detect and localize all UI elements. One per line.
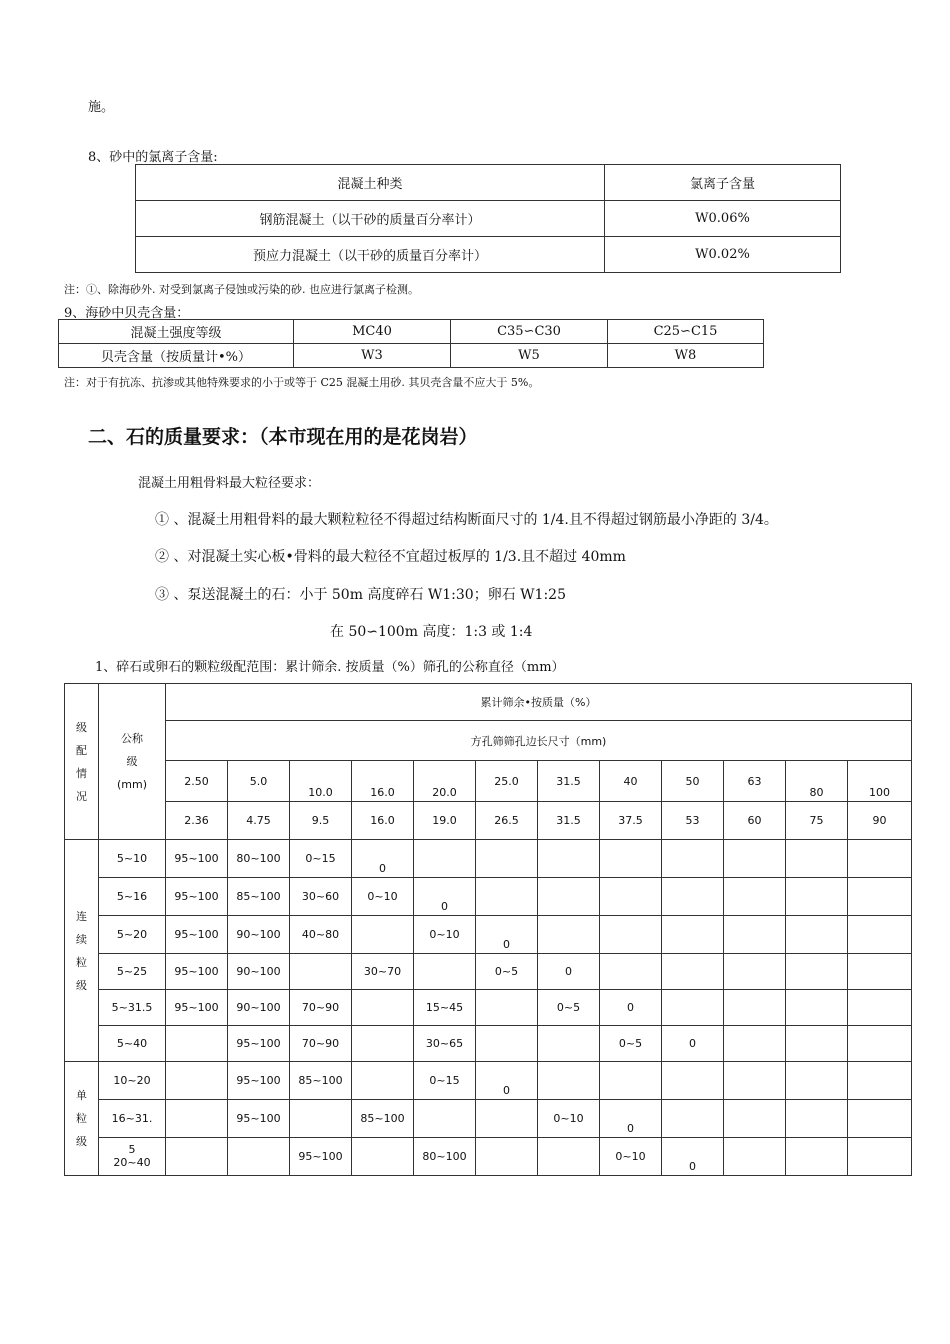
table-cell: 30~65 — [414, 1026, 476, 1062]
table-cell: 0~10 — [600, 1138, 662, 1176]
table-cell: 0 — [662, 1138, 724, 1176]
table-cell — [476, 1026, 538, 1062]
table-cell — [290, 954, 352, 990]
table-cell: 15~45 — [414, 990, 476, 1026]
sieve-size-b: 19.0 — [414, 802, 476, 840]
table-cell — [414, 954, 476, 990]
table-cell — [848, 990, 912, 1026]
table-cell: 70~90 — [290, 990, 352, 1026]
sieve-size-b: 75 — [786, 802, 848, 840]
table-cell — [166, 1062, 228, 1100]
table-cell — [786, 916, 848, 954]
table-cell: W0.06% — [605, 201, 841, 237]
table-cell: 70~90 — [290, 1026, 352, 1062]
table-cell — [600, 1062, 662, 1100]
sieve-size-a: 10.0 — [290, 761, 352, 802]
table-cell — [538, 1062, 600, 1100]
table-cell: C25∽C15 — [608, 320, 764, 344]
table-cell — [848, 1138, 912, 1176]
sieve-size-b: 60 — [724, 802, 786, 840]
section2-intro: 混凝土用粗骨料最大粒径要求： — [138, 476, 321, 491]
table-cell — [600, 954, 662, 990]
requirement-item-1: ① 、混凝土用粗骨料的最大颗粒粒径不得超过结构断面尺寸的 1/4.且不得超过钢筋最小净距的 3/4。 — [155, 512, 778, 528]
sieve-size-a: 40 — [600, 761, 662, 802]
table-cell: 0~15 — [414, 1062, 476, 1100]
table-cell: 钢筋混凝土（以干砂的质量百分率计） — [136, 201, 605, 237]
table-cell — [786, 1026, 848, 1062]
cumulative-residue-header: 累计筛余•按质量（%） — [166, 684, 912, 721]
table-cell — [352, 1062, 414, 1100]
table-cell — [414, 1100, 476, 1138]
sieve-size-b: 4.75 — [228, 802, 290, 840]
table-cell — [786, 878, 848, 916]
table-cell — [786, 990, 848, 1026]
table-row — [136, 237, 841, 273]
table-cell — [662, 990, 724, 1026]
table-cell: W8 — [608, 344, 764, 368]
table-cell: 85~100 — [228, 878, 290, 916]
table-cell — [290, 1100, 352, 1138]
table-header: 氯离子含量 — [605, 165, 841, 201]
sieve-size-b: 53 — [662, 802, 724, 840]
table-cell — [662, 1100, 724, 1138]
table-cell: 95~100 — [166, 840, 228, 878]
table-cell: 95~100 — [166, 878, 228, 916]
sieve-size-b: 9.5 — [290, 802, 352, 840]
table-cell: 预应力混凝土（以干砂的质量百分率计） — [136, 237, 605, 273]
table-cell — [600, 916, 662, 954]
sieve-size-a: 20.0 — [414, 761, 476, 802]
table-row — [59, 344, 764, 368]
table-cell: 0~5 — [600, 1026, 662, 1062]
table-cell — [476, 878, 538, 916]
table-cell: 85~100 — [290, 1062, 352, 1100]
table-cell: 40~80 — [290, 916, 352, 954]
table-cell: 30~60 — [290, 878, 352, 916]
sieve-size-a: 5.0 — [228, 761, 290, 802]
table-cell — [352, 916, 414, 954]
table-cell — [724, 1062, 786, 1100]
table-row — [65, 916, 912, 954]
table-row — [65, 840, 912, 878]
table-cell: 80~100 — [414, 1138, 476, 1176]
sieve-size-header: 方孔筛筛孔边长尺寸（mm) — [166, 721, 912, 761]
table-cell: W0.02% — [605, 237, 841, 273]
sieve-size-a: 25.0 — [476, 761, 538, 802]
table-cell: MC40 — [294, 320, 451, 344]
sieve-size-b: 16.0 — [352, 802, 414, 840]
table-cell: 0 — [476, 916, 538, 954]
sieve-size-b: 37.5 — [600, 802, 662, 840]
table-cell — [352, 1138, 414, 1176]
table-cell — [786, 1062, 848, 1100]
table-row — [136, 201, 841, 237]
table-cell — [662, 1062, 724, 1100]
table-cell: 0 — [662, 1026, 724, 1062]
sieve-size-a: 50 — [662, 761, 724, 802]
table-cell — [724, 1138, 786, 1176]
table-cell: 0 — [538, 954, 600, 990]
sieve-size-b: 31.5 — [538, 802, 600, 840]
table-cell — [848, 878, 912, 916]
table-cell: 95~100 — [166, 990, 228, 1026]
table-cell — [538, 1138, 600, 1176]
table-row — [65, 1026, 912, 1062]
nominal-size-cell: 5~20 — [99, 916, 166, 954]
sieve-size-a: 63 — [724, 761, 786, 802]
table-cell — [414, 840, 476, 878]
table-cell — [352, 990, 414, 1026]
sieve-size-a: 100 — [848, 761, 912, 802]
table-cell: 贝壳含量（按质量计•%） — [59, 344, 294, 368]
table-cell — [166, 1026, 228, 1062]
table-cell — [724, 954, 786, 990]
requirement-item-3: ③ 、泵送混凝土的石：小于 50m 高度碎石 W1:30；卵石 W1:25 — [155, 587, 566, 603]
group1-label: 连 续 粒 级 — [65, 840, 99, 1062]
shell-content-table — [58, 319, 764, 368]
table-cell — [476, 990, 538, 1026]
nominal-size-cell: 16~31. — [99, 1100, 166, 1138]
table-header: 混凝土种类 — [136, 165, 605, 201]
nominal-size-cell: 10~20 — [99, 1062, 166, 1100]
nominal-size-cell: 5~40 — [99, 1026, 166, 1062]
table-cell — [166, 1100, 228, 1138]
table-cell — [848, 1026, 912, 1062]
table-cell — [476, 840, 538, 878]
sieve-size-b: 26.5 — [476, 802, 538, 840]
table-cell — [786, 840, 848, 878]
section8-title: 8、砂中的氯离子含量: — [88, 150, 218, 165]
table-cell — [724, 1100, 786, 1138]
table-cell: 0~10 — [538, 1100, 600, 1138]
table-row — [59, 320, 764, 344]
table-cell — [662, 840, 724, 878]
table-cell — [600, 840, 662, 878]
table-row — [65, 721, 912, 761]
section9-title: 9、海砂中贝壳含量： — [64, 306, 190, 321]
table-cell — [786, 954, 848, 990]
table-cell: 0~10 — [414, 916, 476, 954]
table-cell — [724, 916, 786, 954]
table-cell: 90~100 — [228, 990, 290, 1026]
table-cell: C35∽C30 — [451, 320, 608, 344]
top-fragment: 施。 — [88, 100, 115, 115]
sieve-size-a: 31.5 — [538, 761, 600, 802]
table-cell: 0 — [600, 1100, 662, 1138]
table-cell — [848, 1100, 912, 1138]
table-cell — [724, 990, 786, 1026]
table-cell: 95~100 — [166, 916, 228, 954]
table-cell: 30~70 — [352, 954, 414, 990]
table-cell: 混凝土强度等级 — [59, 320, 294, 344]
table-cell: 0 — [476, 1062, 538, 1100]
table-row — [65, 1100, 912, 1138]
grading-situation-header: 级 配 情 况 — [65, 684, 99, 840]
table-row — [65, 990, 912, 1026]
table-cell: 85~100 — [352, 1100, 414, 1138]
section2-heading: 二、石的质量要求：（本市现在用的是花岗岩） — [88, 426, 478, 448]
sieve-size-a: 16.0 — [352, 761, 414, 802]
table-row — [65, 1062, 912, 1100]
grading-title: 1、碎石或卵石的颗粒级配范围：累计筛余. 按质量（%）筛孔的公称直径（mm） — [95, 660, 565, 675]
grading-table — [64, 683, 912, 1176]
chloride-table — [135, 164, 841, 273]
table-cell — [724, 840, 786, 878]
table-cell: 95~100 — [290, 1138, 352, 1176]
table-cell — [848, 916, 912, 954]
section9-note: 注：对于有抗冻、抗渗或其他特殊要求的小于或等于 C25 混凝土用砂. 其贝壳含量不应大于 5%。 — [64, 376, 540, 389]
table-cell: 95~100 — [228, 1026, 290, 1062]
table-cell: 90~100 — [228, 916, 290, 954]
table-cell — [662, 878, 724, 916]
table-cell: 0 — [600, 990, 662, 1026]
table-cell — [476, 1100, 538, 1138]
table-cell — [352, 1026, 414, 1062]
table-cell: 0~5 — [476, 954, 538, 990]
table-cell — [724, 878, 786, 916]
nominal-size-header: 公称 级 (mm) — [99, 684, 166, 840]
sieve-size-a: 80 — [786, 761, 848, 802]
table-cell — [848, 840, 912, 878]
nominal-size-cell: 5~10 — [99, 840, 166, 878]
table-cell — [538, 840, 600, 878]
table-cell: 0~5 — [538, 990, 600, 1026]
table-cell: 90~100 — [228, 954, 290, 990]
sieve-size-a: 2.50 — [166, 761, 228, 802]
table-cell — [600, 878, 662, 916]
table-cell — [228, 1138, 290, 1176]
table-cell — [662, 916, 724, 954]
table-cell — [166, 1138, 228, 1176]
requirement-item-3-continued: 在 50∽100m 高度：1:3 或 1:4 — [330, 624, 533, 640]
table-row — [136, 165, 841, 201]
table-cell — [786, 1100, 848, 1138]
table-cell: W5 — [451, 344, 608, 368]
nominal-size-cell: 5~16 — [99, 878, 166, 916]
table-cell: 0 — [352, 840, 414, 878]
table-cell: 80~100 — [228, 840, 290, 878]
table-cell: 95~100 — [228, 1100, 290, 1138]
requirement-item-2: ② 、对混凝土实心板•骨料的最大粒径不宜超过板厚的 1/3.且不超过 40mm — [155, 549, 626, 565]
table-row — [65, 684, 912, 721]
table-row — [65, 761, 912, 802]
table-cell: 0~10 — [352, 878, 414, 916]
table-row — [65, 802, 912, 840]
table-cell — [848, 954, 912, 990]
nominal-size-cell: 5~25 — [99, 954, 166, 990]
table-cell: 0 — [414, 878, 476, 916]
table-cell: 95~100 — [228, 1062, 290, 1100]
table-row — [65, 878, 912, 916]
table-row — [65, 1138, 912, 1176]
table-cell: W3 — [294, 344, 451, 368]
table-cell — [476, 1138, 538, 1176]
group2-label: 单 粒 级 — [65, 1062, 99, 1176]
nominal-size-cell: 5 20~40 — [99, 1138, 166, 1176]
table-cell — [538, 1026, 600, 1062]
table-row — [65, 954, 912, 990]
sieve-size-b: 2.36 — [166, 802, 228, 840]
table-cell — [724, 1026, 786, 1062]
table-cell — [786, 1138, 848, 1176]
table-cell: 95~100 — [166, 954, 228, 990]
table-cell: 0~15 — [290, 840, 352, 878]
table-cell — [538, 878, 600, 916]
sieve-size-b: 90 — [848, 802, 912, 840]
table-cell — [662, 954, 724, 990]
table-cell — [538, 916, 600, 954]
nominal-size-cell: 5~31.5 — [99, 990, 166, 1026]
section8-note: 注：①、除海砂外. 对受到氯离子侵蚀或污染的砂. 也应进行氯离子检测。 — [64, 283, 419, 296]
table-cell — [848, 1062, 912, 1100]
